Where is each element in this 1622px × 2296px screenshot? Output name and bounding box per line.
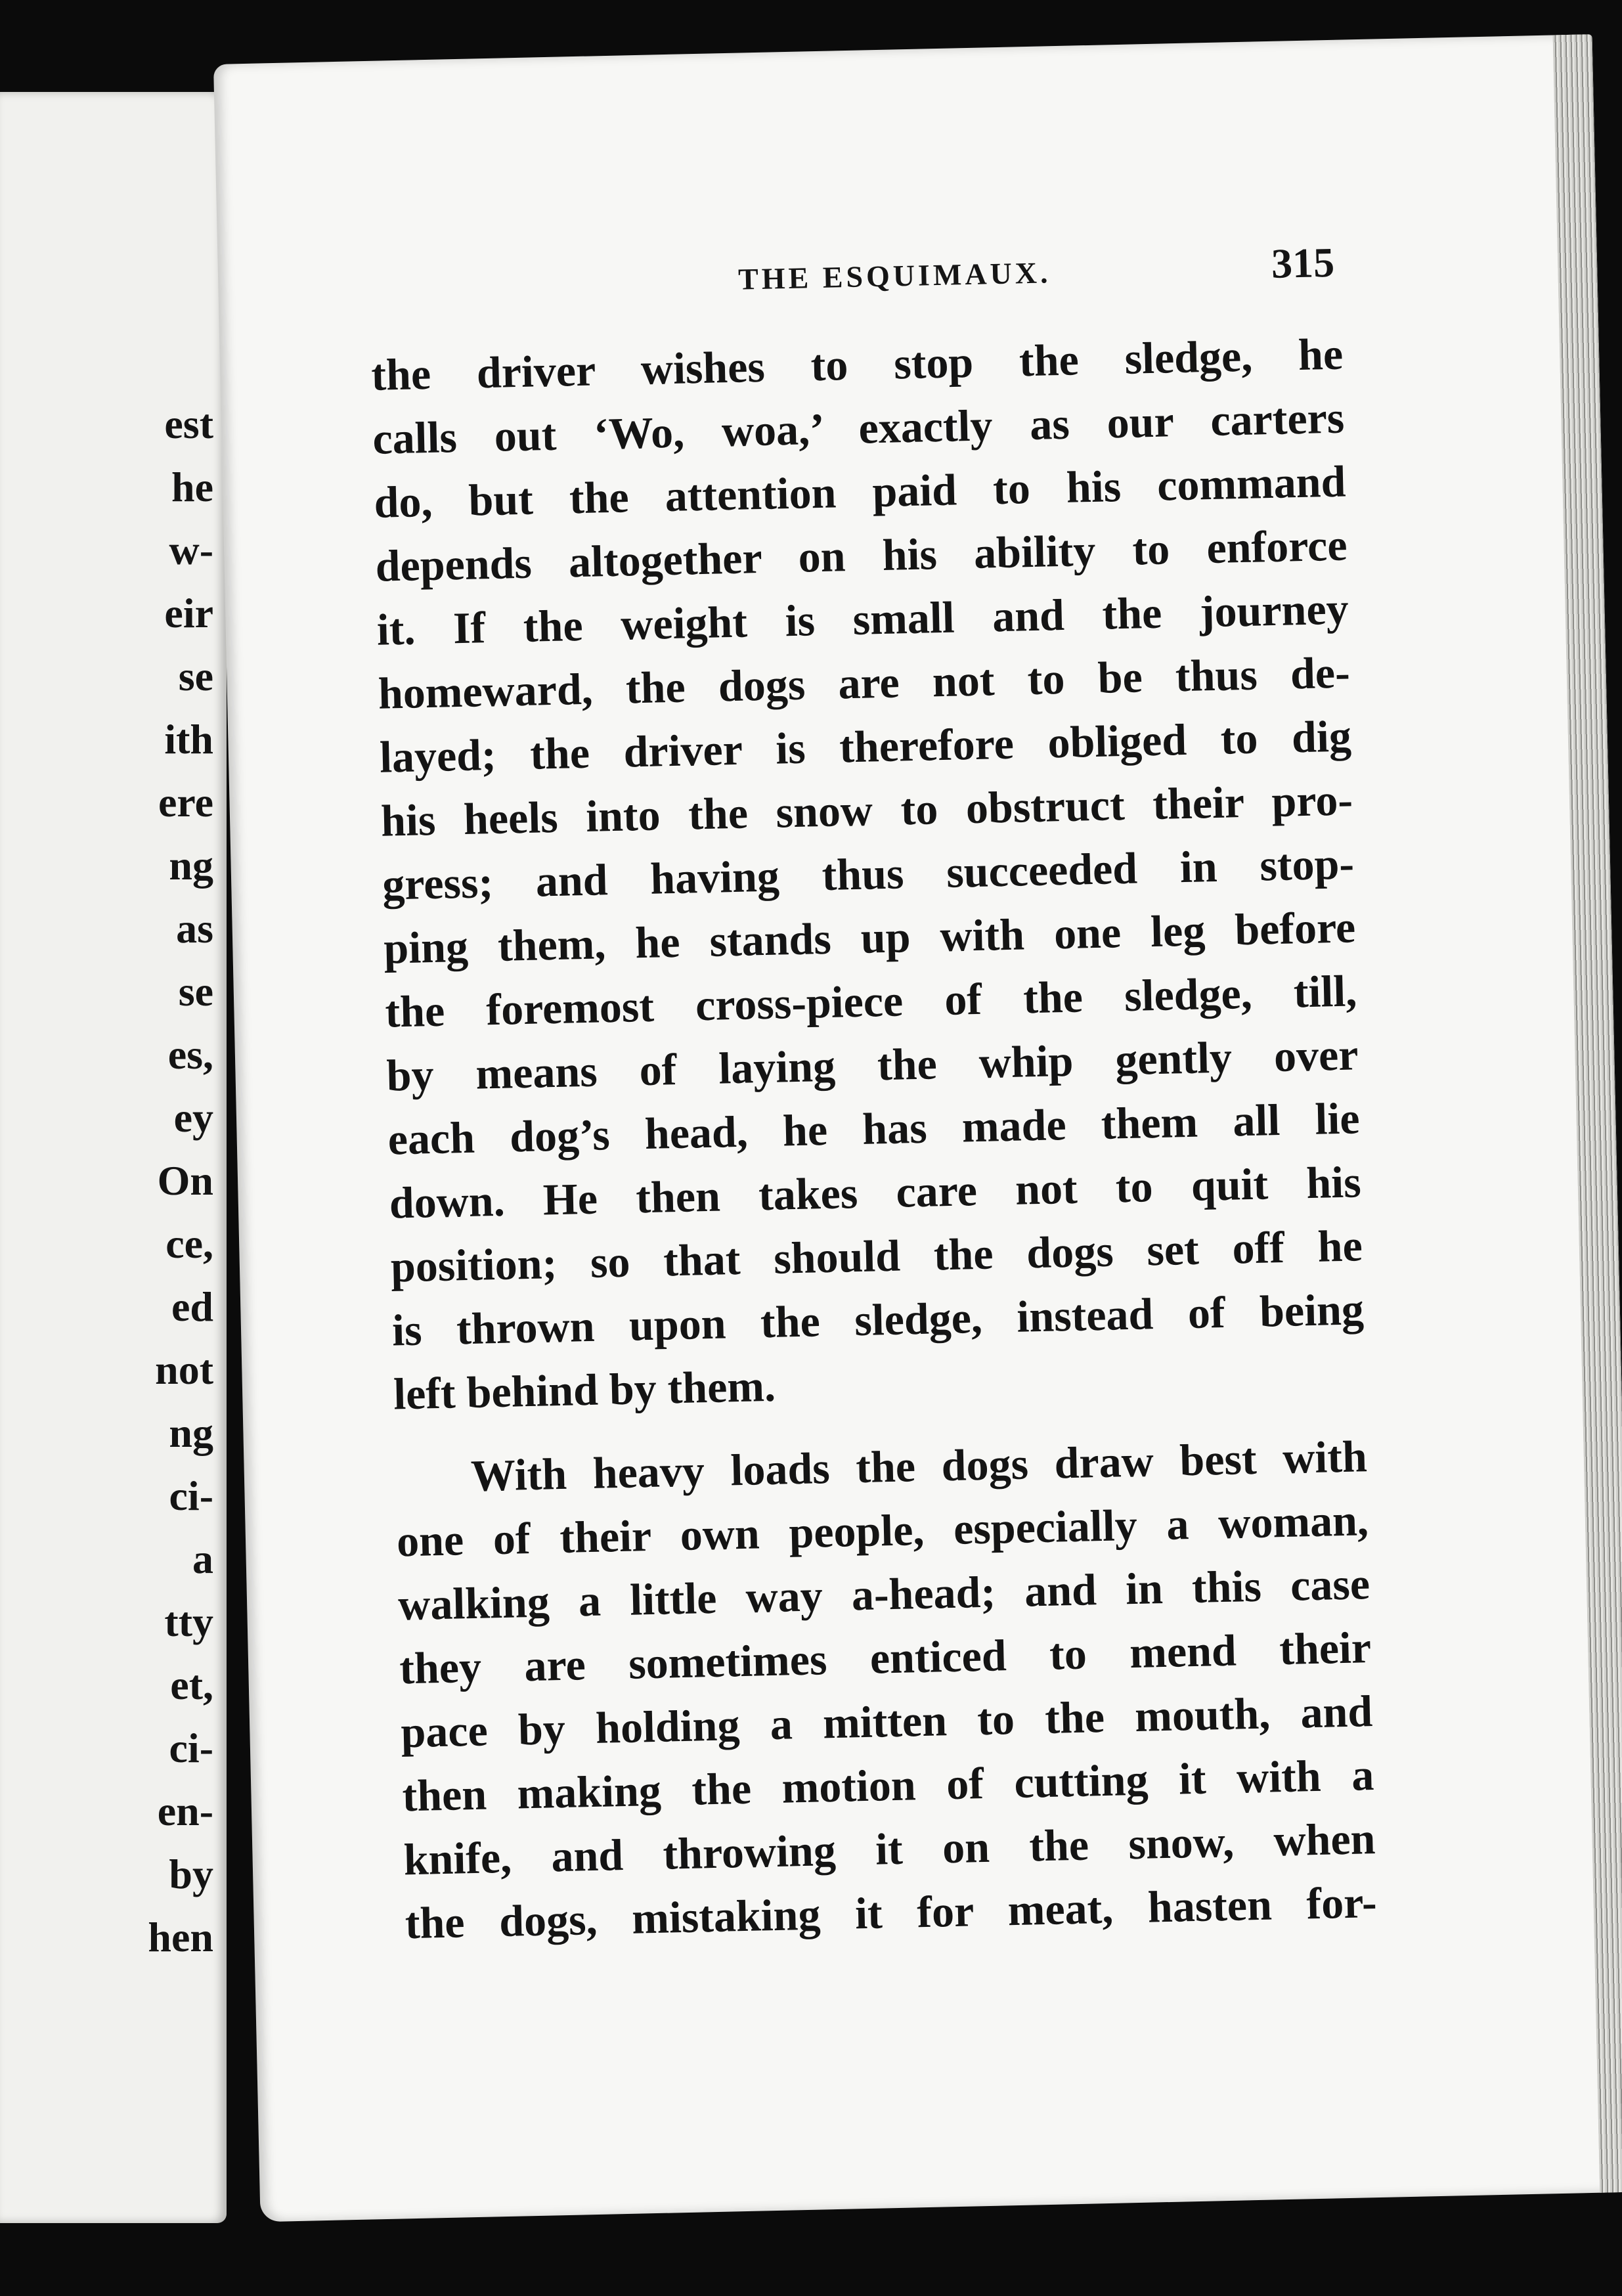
text-line: the dogs, mistaking it for meat, hasten for- [404, 1877, 1378, 1949]
left-line: hen [148, 1914, 213, 1960]
left-line: en- [157, 1788, 213, 1834]
body-text [370, 322, 1377, 1956]
left-line: ci- [169, 1472, 213, 1519]
paragraph [370, 322, 1366, 1426]
left-line: ng [169, 842, 213, 889]
left-line: not [155, 1346, 213, 1393]
left-line: ce, [165, 1220, 213, 1267]
text-line: walking a little way a-head; and in this case [397, 1558, 1370, 1630]
left-line: w- [169, 527, 213, 573]
text-line: then making the motion of cutting it with a [401, 1750, 1375, 1821]
text-line: by means of laying the whip gently over [385, 1029, 1359, 1101]
left-page [0, 92, 227, 2223]
running-head: THE ESQUIMAUX. [737, 255, 1051, 296]
left-page-text [0, 393, 213, 1969]
text-line: pace by holding a mitten to the mouth, and [400, 1686, 1373, 1757]
text-line: do, but the attention paid to his command [373, 456, 1347, 527]
text-line: calls out ‘Wo, woa,’ exactly as our carters [372, 392, 1345, 464]
left-line: On [157, 1157, 213, 1204]
text-line: depends altogether on his ability to enforce [374, 519, 1348, 591]
text-line: his heels into the snow to obstruct their pro- [380, 774, 1353, 846]
page-edge [1553, 34, 1622, 2193]
text-line: they are sometimes enticed to mend their [399, 1622, 1372, 1694]
left-line: by [169, 1851, 213, 1897]
text-line: left behind by them. [393, 1360, 776, 1419]
text-line: the driver wishes to stop the sledge, he [370, 328, 1344, 400]
left-line: se [178, 653, 213, 699]
left-line: est [164, 401, 213, 447]
page-number: 315 [1271, 238, 1335, 287]
text-line: position; so that should the dogs set off he [390, 1220, 1363, 1292]
paragraph [395, 1424, 1378, 1955]
left-line: se [178, 968, 213, 1015]
left-line: as [176, 905, 213, 952]
text-line: homeward, the dogs are not to be thus de- [378, 647, 1351, 718]
left-line: a [192, 1535, 213, 1582]
text-line: knife, and throwing it on the snow, when [403, 1813, 1376, 1885]
left-line: ere [158, 779, 213, 826]
left-line: ed [171, 1283, 213, 1330]
left-line: ey [173, 1094, 213, 1141]
left-line: ith [164, 716, 213, 762]
text-line: layed; the driver is therefore obliged to dig [379, 711, 1352, 782]
left-line: he [171, 464, 213, 510]
text-line: gress; and having thus succeeded in stop- [382, 838, 1355, 910]
text-line: each dog’s head, he has made them all lie [387, 1093, 1361, 1164]
text-line: down. He then takes care not to quit his [389, 1157, 1362, 1228]
text-line: the foremost cross-piece of the sledge, till, [384, 965, 1358, 1037]
text-line: one of their own people, especially a woman, [396, 1495, 1369, 1566]
text-line: With heavy loads the dogs draw best with [470, 1431, 1368, 1501]
text-line: ping them, he stands up with one leg before [383, 902, 1356, 973]
left-line: es, [167, 1031, 213, 1078]
right-page [213, 34, 1622, 2222]
left-line: et, [170, 1662, 213, 1708]
text-line: it. If the weight is small and the journey [376, 583, 1349, 655]
left-line: ng [169, 1409, 213, 1456]
left-line: eir [164, 590, 213, 636]
text-line: is thrown upon the sledge, instead of being [391, 1284, 1365, 1356]
left-line: tty [164, 1599, 213, 1645]
left-line: ci- [169, 1725, 213, 1771]
